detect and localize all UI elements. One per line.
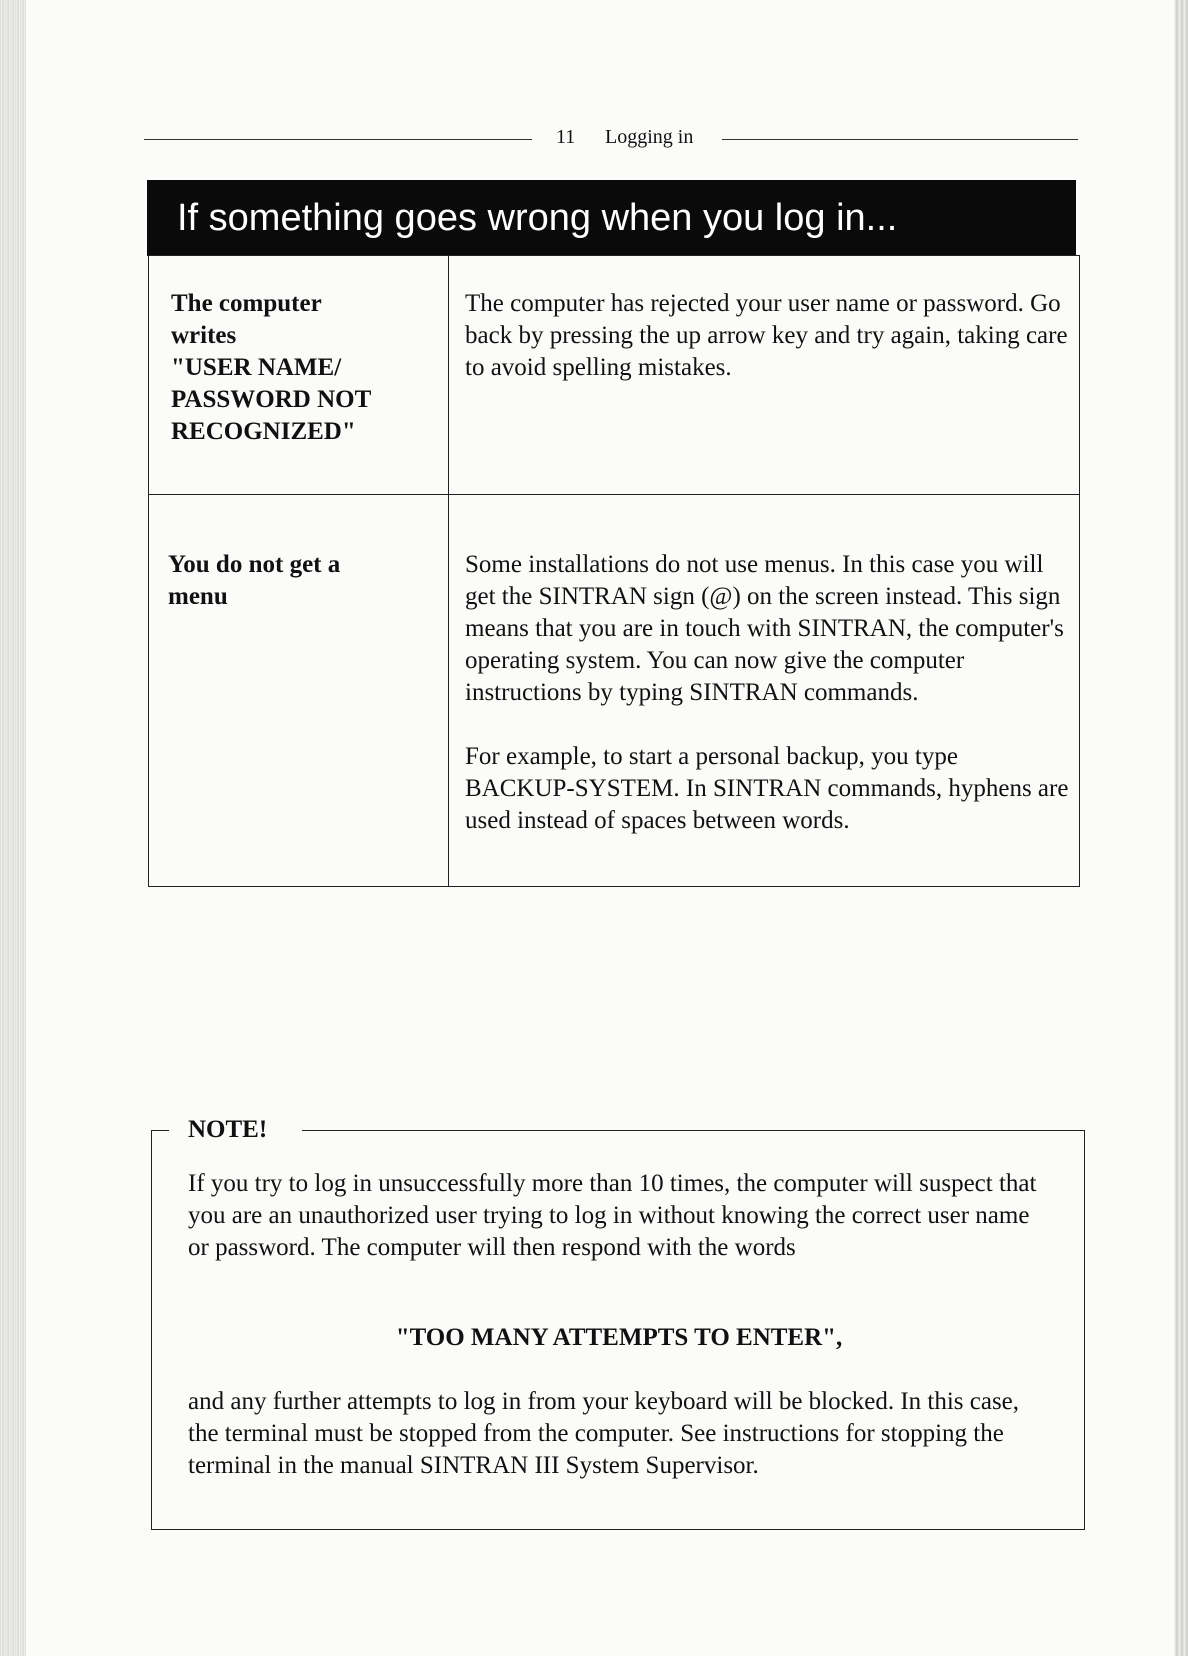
- scan-edge-right: [1174, 0, 1188, 1656]
- problem-line: "USER NAME/: [171, 354, 342, 381]
- solution-paragraph: The computer has rejected your user name or password. Go back by pressing the up arrow key and try again, taking care to avoid spelling mistakes.: [465, 290, 1068, 381]
- note-border-top-left: [151, 1130, 169, 1131]
- solution-paragraph: For example, to start a personal backup, you type BACKUP-SYSTEM. In SINTRAN commands, hyphens are used instead of spaces between words.: [465, 743, 1069, 834]
- problem-line: The computer: [171, 290, 322, 317]
- note-box: [151, 1116, 1085, 1530]
- table-row: [149, 495, 1080, 887]
- solution-cell: [449, 495, 1080, 887]
- table-row: [149, 256, 1080, 495]
- header-rule-left: [144, 139, 532, 140]
- section-banner: [147, 180, 1076, 256]
- problem-cell: [149, 495, 449, 887]
- problem-cell: [149, 256, 449, 495]
- problem-line: menu: [168, 583, 228, 610]
- chapter-title: Logging in: [605, 126, 694, 148]
- header-rule-right: [722, 139, 1078, 140]
- problem-line: PASSWORD NOT: [171, 386, 372, 413]
- note-text-before: If you try to log in unsuccessfully more than 10 times, the computer will suspect that you are an unauthorized user trying to log in without knowing the correct user name or password. The computer will then respond with the words: [188, 1170, 1037, 1261]
- note-text-after: and any further attempts to log in from your keyboard will be blocked. In this case, the terminal must be stopped from the computer. See instructions for stopping the terminal in the manual SINTRAN III System Supervisor.: [188, 1388, 1020, 1479]
- note-border-top-right: [302, 1130, 1085, 1131]
- section-title: If something goes wrong when you log in...: [177, 197, 898, 239]
- scan-edge-left: [0, 0, 26, 1656]
- running-header: [144, 124, 1078, 154]
- troubleshooting-table: [148, 255, 1080, 887]
- problem-line: writes: [171, 322, 237, 349]
- solution-cell: [449, 256, 1080, 495]
- note-quote: "TOO MANY ATTEMPTS TO ENTER",: [395, 1324, 843, 1351]
- problem-line: You do not get a: [168, 551, 341, 578]
- problem-line: RECOGNIZED": [171, 418, 356, 445]
- solution-paragraph: Some installations do not use menus. In this case you will get the SINTRAN sign (@) on the screen instead. This sign means that you are in touch with SINTRAN, the computer's operating system. You can now give the computer instructions by typing SINTRAN commands.: [465, 551, 1064, 706]
- note-heading: NOTE!: [188, 1114, 273, 1146]
- page-number: 11: [556, 126, 576, 148]
